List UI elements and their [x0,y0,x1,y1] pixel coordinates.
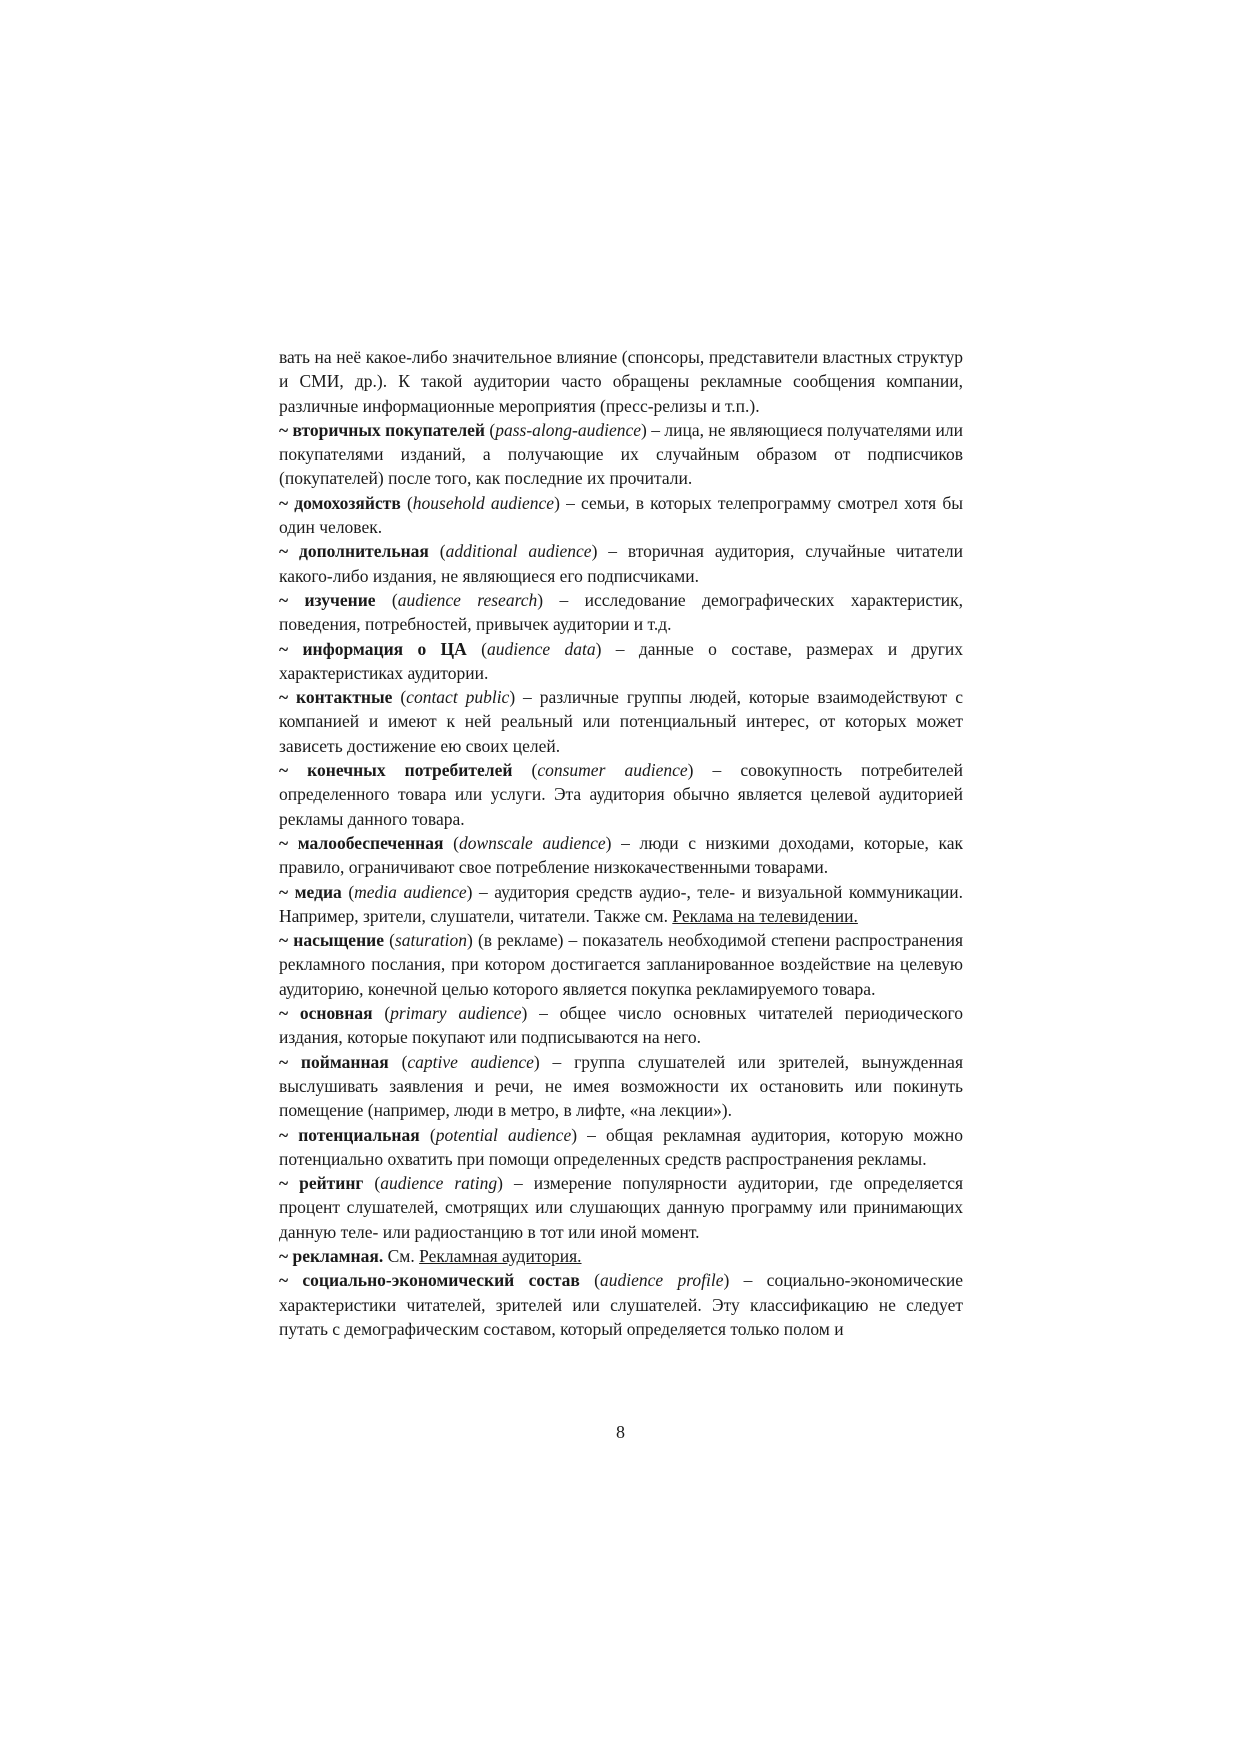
entry-english-term: household audience [412,492,555,513]
entry-term: ~ рейтинг [279,1173,364,1194]
entry-definition: См. [383,1245,420,1266]
entry-paren-open: ( [419,1124,436,1145]
entry-paren-open: ( [392,687,407,708]
entry-english-term: audience research [397,589,538,610]
entry-paren-open: ( [375,589,398,610]
glossary-entry [279,418,963,491]
entry-english-term: captive audience [407,1051,534,1072]
entry-paren-open: ( [363,1173,381,1194]
entry-english-term: media audience [354,881,467,902]
glossary-entry [279,880,963,929]
entry-english-term: primary audience [390,1003,522,1024]
glossary-entry [279,1268,963,1341]
entry-paren-close: ) [533,1051,540,1072]
entry-term: ~ пойманная [279,1051,389,1072]
glossary-entry [279,539,963,588]
entry-paren-open: ( [579,1270,600,1291]
entry-term: ~ медиа [279,881,342,902]
entry-definition: – семьи, в которых телепрограмму смотрел хотя бы один человек. [279,492,963,538]
entry-term: ~ информация о ЦА [279,638,467,659]
entry-paren-open: ( [400,492,413,513]
glossary-entry [279,637,963,686]
entry-paren-close: ) [466,930,473,951]
glossary-entry [279,1123,963,1172]
entry-definition: – различные группы людей, которые взаимодействуют с компанией и имеют к ней реальный или потенциальный интерес, от которых может зависеть достижение ею своих целей. [279,687,963,756]
entry-paren-close: ) [466,881,473,902]
entry-paren-close: ) [687,760,694,781]
entry-english-term: consumer audience [537,760,688,781]
entry-definition: – исследование демографических характеристик, поведения, потребностей, привычек аудитории и т.д. [279,589,964,635]
entry-term: ~ домохозяйств [279,492,401,513]
entry-definition: (в рекламе) – показатель необходимой степени распространения рекламного послания, при котором достигается запланированное воздействие на целевую аудиторию, конечной целью которого является покупка рекламируемого товара. [279,930,964,999]
entry-term: ~ потенциальная [279,1124,420,1145]
glossary-entry [279,1171,963,1244]
entry-paren-close: ) [605,832,612,853]
glossary-entry [279,1001,963,1050]
entry-paren-close: ) [537,589,544,610]
entry-paren-close: ) [521,1003,528,1024]
entry-paren-open: ( [372,1003,391,1024]
glossary-entry [279,1050,963,1123]
entry-definition: – группа слушателей или зрителей, вынужденная выслушивать заявления и речи, не имея возможности их остановить или покинуть помещение (например, люди в метро, в лифте, «на лекции»). [279,1051,963,1121]
entry-english-term: additional audience [445,541,592,562]
glossary-entry [279,758,963,831]
entry-definition: – аудитория средств аудио-, теле- и визуальной коммуникации. Например, зрители, слушатели, читатели. Также см. [279,881,963,926]
glossary-entry [279,588,963,637]
entry-term: ~ конечных потребителей [279,760,513,781]
entry-paren-close: ) [554,492,560,513]
entry-term: ~ насыщение [279,930,384,951]
entry-paren-close: ) [723,1270,730,1291]
entry-english-term: pass-along-audience [495,419,642,440]
entry-paren-close: ) [641,419,647,440]
entry-paren-open: ( [485,419,496,440]
entry-english-term: audience data [486,638,596,659]
entry-definition: – общее число основных читателей периодического издания, которые покупают или подписываются на него. [279,1003,963,1048]
page-number: 8 [616,1422,625,1442]
entry-definition: – лица, не являющиеся получателями или покупателями изданий, а получающие их случайным образом от подписчиков (покупателей) после того, как последние их прочитали. [279,419,963,489]
intro-paragraph: вать на неё какое-либо значительное влияние (спонсоры, представители властных структур и СМИ, др.). К такой аудитории часто обращены рекламные сообщения компании, различные информационные мероприятия (пресс-релизы и т.п.). [279,347,963,416]
glossary-entry [279,685,963,758]
entry-definition: – вторичная аудитория, случайные читатели какого-либо издания, не являющиеся его подписчиками. [279,541,963,586]
entry-english-term: audience rating [380,1173,498,1194]
entry-paren-open: ( [466,638,487,659]
glossary-entry [279,1244,963,1268]
entry-cross-reference[interactable]: Реклама на телевидении. [672,905,858,926]
entry-english-term: potential audience [435,1124,572,1145]
entry-paren-open: ( [512,760,538,781]
entry-paren-close: ) [571,1124,578,1145]
entry-english-term: contact public [406,687,510,708]
entry-term: ~ вторичных покупателей [279,419,485,440]
glossary-entries [279,418,963,1341]
glossary-entry [279,928,963,1001]
entry-definition: – совокупность потребителей определенного товара или услуги. Эта аудитория обычно является целевой аудиторией рекламы данного товара. [279,760,963,829]
entry-paren-close: ) [591,541,598,562]
entry-english-term: audience profile [600,1270,724,1291]
entry-cross-reference[interactable]: Рекламная аудитория. [419,1245,582,1266]
glossary-entry [279,831,963,880]
entry-definition: – данные о составе, размерах и других характеристиках аудитории. [279,638,964,683]
entry-paren-close: ) [497,1173,503,1194]
entry-term: ~ малообеспеченная [279,832,444,853]
entry-paren-open: ( [443,832,459,853]
entry-paren-open: ( [341,881,355,902]
entry-term: ~ социально-экономический состав [279,1270,580,1291]
entry-paren-open: ( [384,930,395,951]
entry-definition: – общая рекламная аудитория, которую можно потенциально охватить при помощи определенных средств распространения рекламы. [279,1124,964,1169]
entry-paren-close: ) [509,687,516,708]
entry-paren-open: ( [388,1051,408,1072]
entry-english-term: saturation [395,930,467,951]
entry-english-term: downscale audience [458,832,606,853]
entry-paren-close: ) [595,638,602,659]
page-text [279,345,963,1341]
entry-term: ~ изучение [279,589,376,610]
entry-definition: – люди с низкими доходами, которые, как правило, ограничивают свое потребление низкокачественными товарами. [279,832,964,878]
entry-definition: – измерение популярности аудитории, где определяется процент слушателей, смотрящих или слушающих данную программу или принимающих данную теле- или радиостанцию в тот или иной момент. [279,1173,964,1242]
entry-term: ~ рекламная. [279,1245,384,1266]
entry-term: ~ основная [279,1003,373,1024]
entry-term: ~ контактные [279,687,393,708]
entry-definition: – социально-экономические характеристики читателей, зрителей или слушателей. Эту классификацию не следует путать с демографическим составом, который определяется только полом и [279,1270,963,1339]
entry-term: ~ дополнительная [279,541,429,562]
entry-paren-open: ( [428,541,446,562]
glossary-entry [279,491,963,540]
